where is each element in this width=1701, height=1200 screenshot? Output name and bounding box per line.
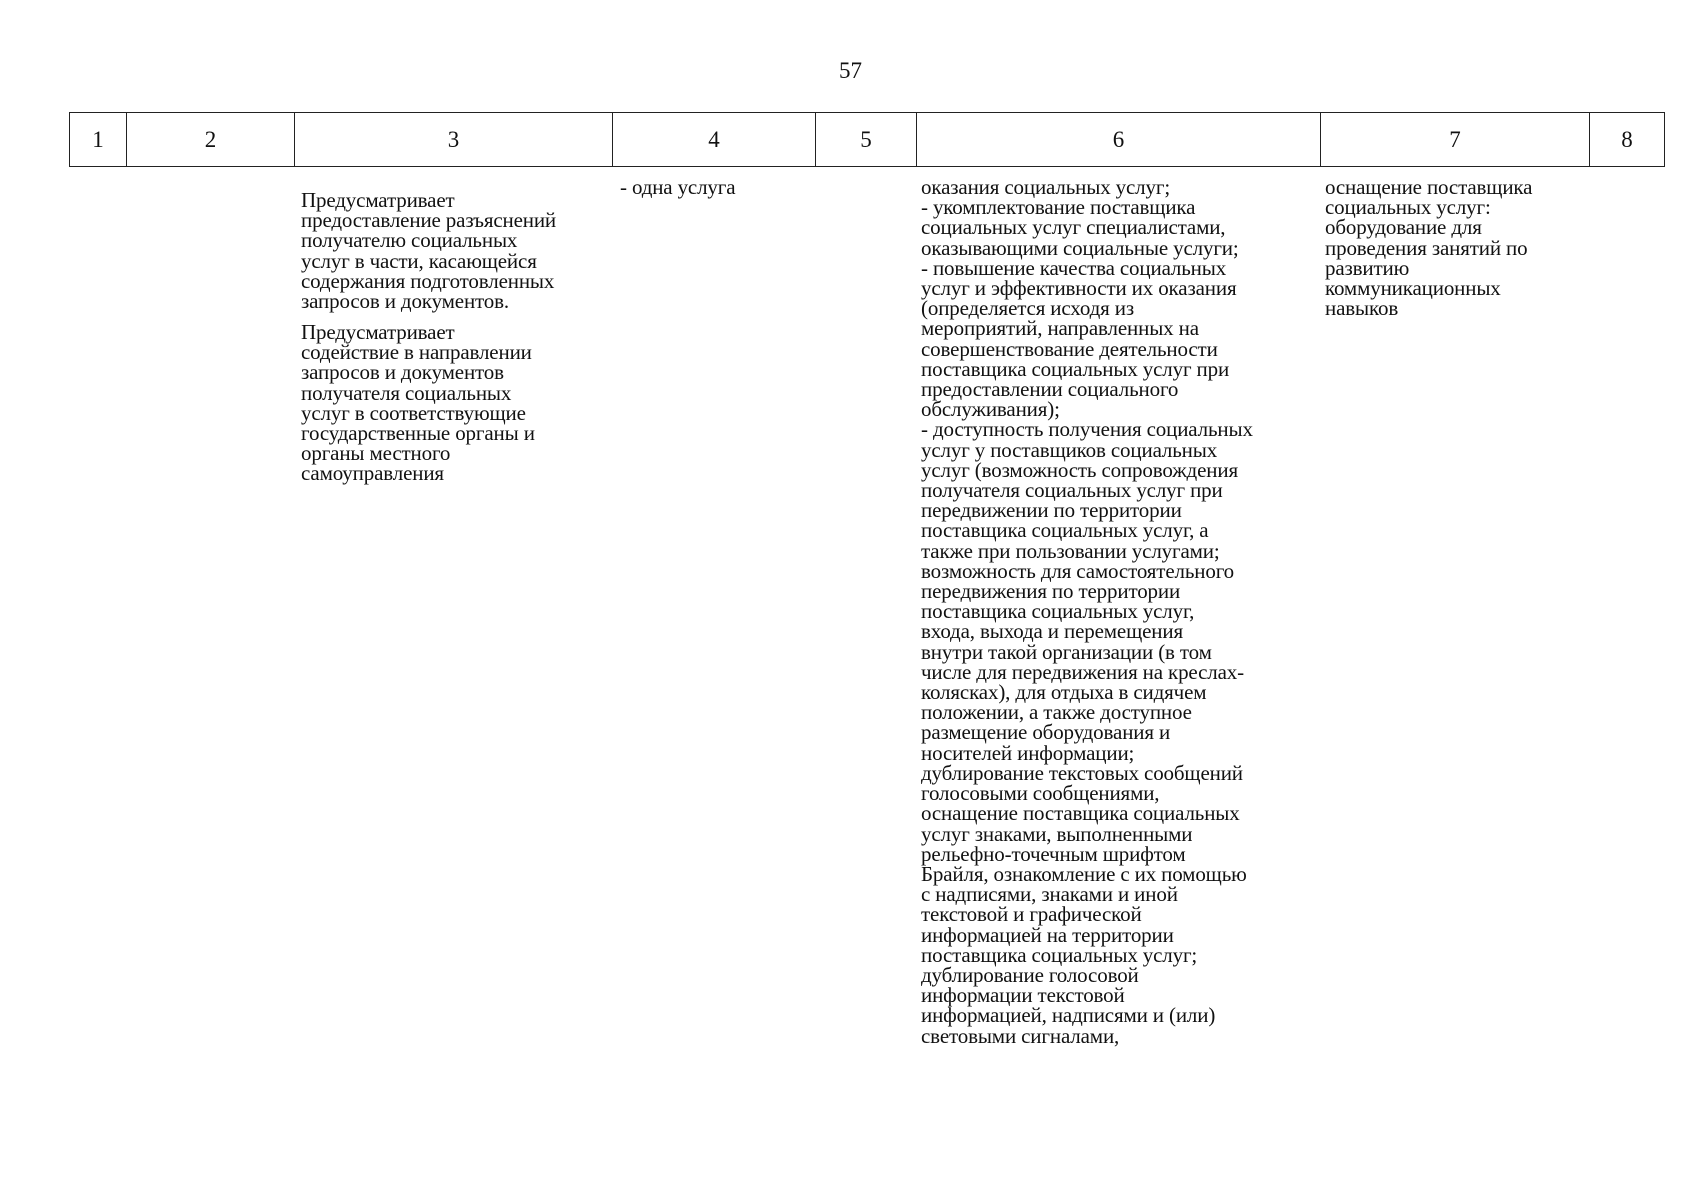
page-number: 57 [839,58,862,83]
header-col-6: 6 [917,113,1321,167]
col4-service-volume: - одна услуга [620,175,736,199]
column-number-header [69,112,1665,167]
header-col-5: 5 [816,113,917,167]
header-col-8: 8 [1590,113,1665,167]
col6-quality-indicators: оказания социальных услуг; - укомплектование поставщика социальных услуг специалистами, оказывающими социальные услуги; - повышение качества социальных услуг и эффективности их оказания (определяется исходя из мероприятий, направленных на совершенствование деятельности поставщика социальных услуг при предоставлении социального обслуживания); - доступность получения социальных услуг у поставщиков социальных услуг (возможность сопровождения получателя социальных услуг при передвижении по территории поставщика социальных услуг, а также при пользовании услугами; возможность для самостоятельного передвижения по территории поставщика социальных услуг, входа, выхода и перемещения внутри такой организации (в том числе для передвижения на креслах- колясках), для отдыха в сидячем положении, а также доступное размещение оборудования и носителей информации; дублирование текстовых сообщений голосовыми сообщениями, оснащение поставщика социальных услуг знаками, выполненными рельефно-точечным шрифтом Брайля, ознакомление с их помощью с надписями, знаками и иной текстовой и графической информацией на территории поставщика социальных услуг; дублирование голосовой информации текстовой информацией, надписями и (или) световыми сигналами, [921,175,1253,1048]
header-col-7: 7 [1321,113,1590,167]
col3-service-description-1: Предусматривает предоставление разъяснений получателю социальных услуг в части, касающейся содержания подготовленных запросов и документов. [301,188,557,314]
header-col-1: 1 [70,113,127,167]
header-col-2: 2 [127,113,295,167]
header-col-3: 3 [295,113,613,167]
col7-conditions: оснащение поставщика социальных услуг: оборудование для проведения занятий по развитию коммуникационных навыков [1325,175,1533,321]
header-col-4: 4 [613,113,816,167]
col3-service-description-2: Предусматривает содействие в направлении запросов и документов получателя социальных услуг в соответствующие государственные органы и органы местного самоуправления [301,320,535,486]
